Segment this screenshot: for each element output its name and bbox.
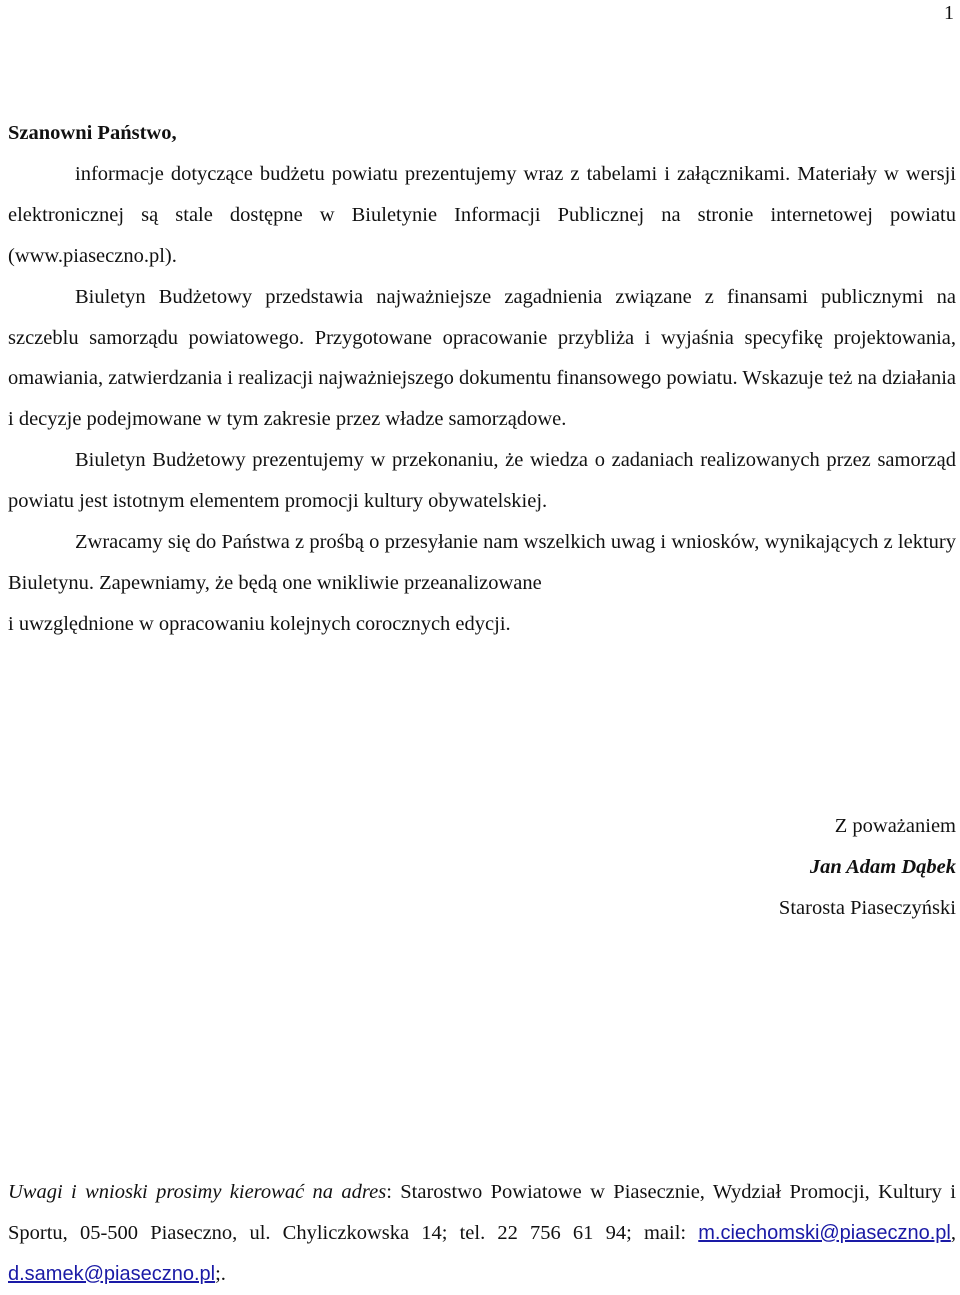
signature-role: Starosta Piaseczyński bbox=[778, 896, 956, 919]
footer-ending: ;. bbox=[215, 1263, 226, 1285]
signature-closing: Z poważaniem bbox=[834, 815, 956, 837]
salutation: Szanowni Państwo, bbox=[8, 122, 177, 144]
page-number: 1 bbox=[944, 2, 954, 24]
paragraph-civic-culture: Biuletyn Budżetowy prezentujemy w przekonaniu, że wiedza o zadaniach realizowanych przez samorząd powiatu jest istotnym elementem promocji kultury obywatelskiej. bbox=[8, 449, 956, 513]
footer-address: Starostwo Powiatowe w Piasecznie, Wydział Promocji, Kultury i Sportu, 05-500 Piaseczno, ul. Chyliczkowska 14; tel. 22 756 61 94; mail: bbox=[8, 1181, 957, 1244]
email-link-ciechomski[interactable]: m.ciechomski@piaseczno.pl bbox=[698, 1222, 951, 1244]
letter-body bbox=[8, 113, 956, 645]
signature-block bbox=[779, 806, 956, 929]
footer-colon: : bbox=[386, 1181, 401, 1203]
contact-footer bbox=[8, 1172, 956, 1295]
paragraph-feedback-request: Zwracamy się do Państwa z prośbą o przesyłanie nam wszelkich uwag i wniosków, wynikających z lektury Biuletynu. Zapewniamy, że będą one wnikliwie przeanalizowane bbox=[8, 531, 956, 594]
signature-name: Jan Adam Dąbek bbox=[809, 855, 956, 878]
paragraph-intro: informacje dotyczące budżetu powiatu prezentujemy wraz z tabelami i załącznikami. Materiały w wersji elektronicznej są stale dostępne w Biuletynie Informacji Publicznej na stronie internetowej powiatu (www.piaseczno.pl). bbox=[8, 162, 956, 267]
email-link-samek[interactable]: d.samek@piaseczno.pl bbox=[8, 1263, 216, 1285]
paragraph-bulletin-purpose: Biuletyn Budżetowy przedstawia najważniejsze zagadnienia związane z finansami publicznymi na szczeblu samorządu powiatowego. Przygotowane opracowanie przybliża i wyjaśnia specyfikę projektowania, omawiania, zatwierdzania i realizacji najważniejszego dokumentu finansowego powiatu. Wskazuje też na działania i decyzje podejmowane w tym zakresie przez władze samorządowe. bbox=[8, 285, 956, 431]
paragraph-closing-line: i uwzględnione w opracowaniu kolejnych corocznych edycji. bbox=[8, 612, 511, 635]
footer-intro: Uwagi i wnioski prosimy kierować na adres bbox=[8, 1181, 387, 1203]
footer-separator: , bbox=[950, 1222, 956, 1244]
